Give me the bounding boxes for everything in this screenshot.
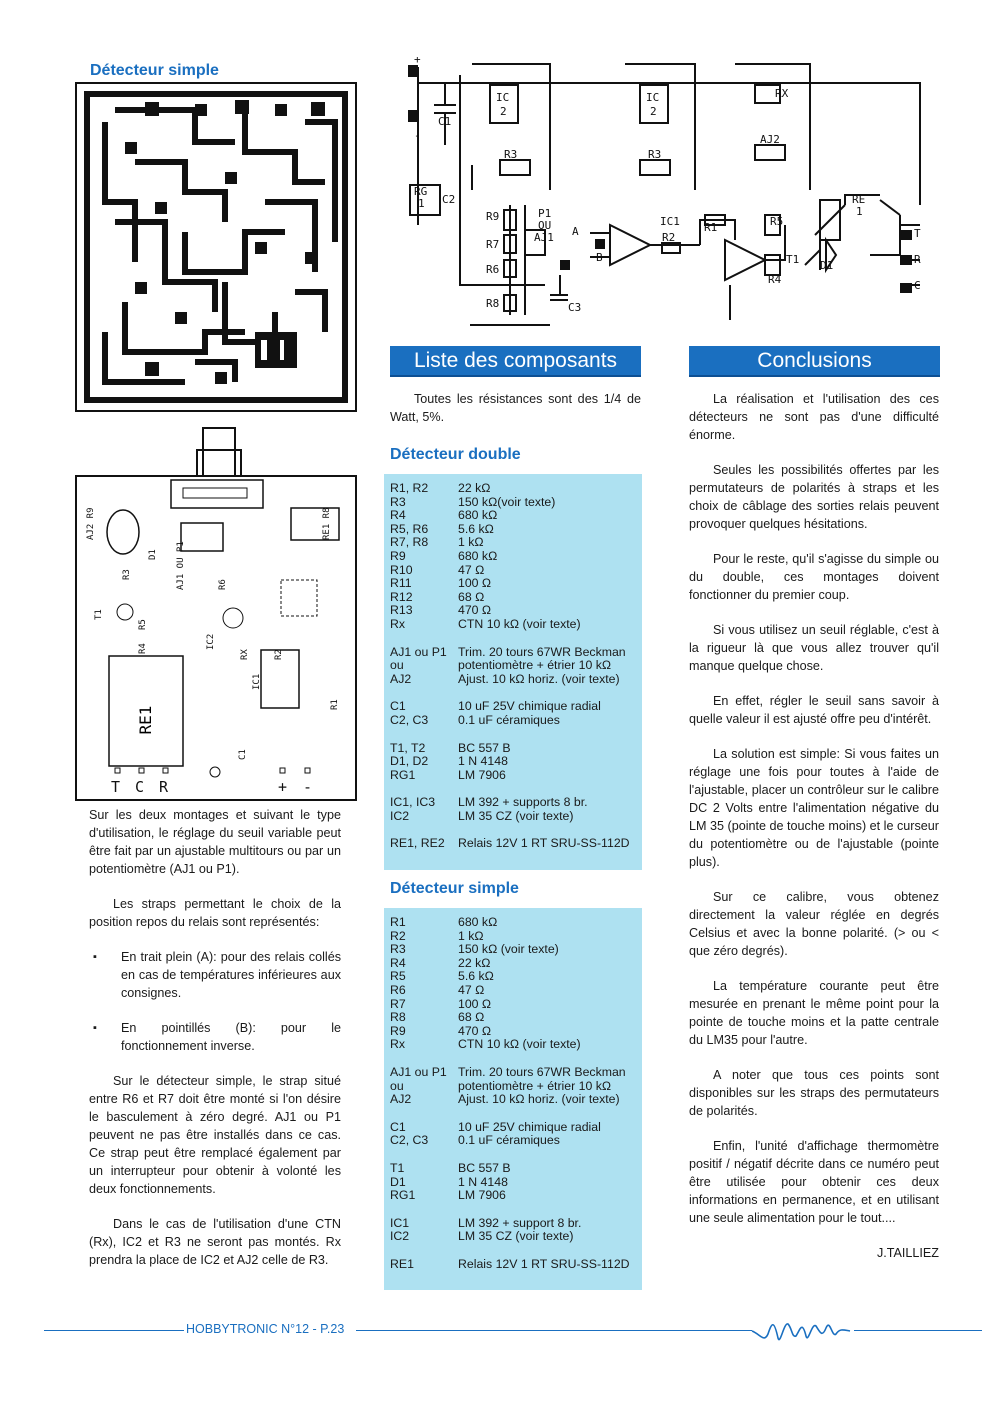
paragraph: Si vous utilisez un seuil réglable, c'est à la rigueur là que vous allez trouver qu'il manque quelque chose.	[689, 623, 939, 673]
relay-label: RE1	[136, 705, 155, 735]
paragraph: Les straps permettant le choix de la position repos du relais sont représentés:	[89, 897, 341, 929]
part-refs: AJ1 ou P1 ou AJ2	[390, 1064, 447, 1107]
double-title: Détecteur double	[390, 446, 521, 463]
paragraph: Seules les possibilités offertes par les permutateurs de polarités à straps et les choix de câblage des sorties relais peuvent provoquer quelques hésitations.	[689, 463, 939, 531]
svg-text:C3: C3	[568, 301, 582, 314]
parts-list-double	[384, 474, 642, 870]
bullet-item: ▪ En trait plein (A): pour des relais collés en cas de températures inférieures aux consignes.	[89, 948, 341, 1002]
svg-text:R1: R1	[704, 221, 718, 234]
part-values: 10 uF 25V chimique radial 0.1 uF céramiques	[458, 699, 601, 727]
part-values: LM 392 + support 8 br. LM 35 CZ (voir texte)	[458, 1215, 582, 1244]
svg-text:P1: P1	[538, 207, 552, 220]
part-values: Relais 12V 1 RT SRU-SS-112D	[458, 836, 630, 851]
paragraph: La réalisation et l'utilisation des ces détecteurs ne sont pas d'une difficulté énorme.	[689, 392, 939, 442]
paragraph: Dans le cas de l'utilisation d'une CTN (Rx), IC2 et R3 ne seront pas montés. Rx prendra la place de IC2 et AJ2 celle de R3.	[89, 1217, 341, 1267]
page-footer	[44, 1316, 984, 1346]
part-refs: R1, R2 R3 R4 R5, R6 R7, R8 R9 R10 R11 R12 R13 Rx	[390, 481, 429, 631]
svg-text:C2: C2	[442, 193, 456, 206]
svg-text:AJ1: AJ1	[534, 231, 554, 244]
part-refs: RE1	[390, 1256, 414, 1271]
svg-text:OU: OU	[538, 219, 552, 232]
svg-text:+: +	[414, 55, 421, 66]
svg-text:R8: R8	[486, 297, 500, 310]
parts-group	[390, 916, 636, 1052]
svg-text:R5: R5	[138, 619, 148, 630]
parts-group	[390, 796, 636, 823]
part-refs: T1, T2 D1, D2 RG1	[390, 740, 429, 782]
svg-text:RE: RE	[852, 193, 866, 206]
svg-text:R4: R4	[768, 273, 782, 286]
svg-text:RE1 R8: RE1 R8	[322, 507, 332, 540]
parts-group	[390, 1258, 636, 1272]
svg-text:T: T	[111, 778, 121, 796]
svg-text:C1: C1	[438, 115, 452, 128]
svg-text:R3: R3	[648, 148, 662, 161]
paragraph: La température courante peut être mesurée en prenant le même point pour la pointe de touche moins et la patte centrale du LM35 pour l'autre.	[689, 979, 939, 1047]
svg-text:RG: RG	[414, 185, 428, 198]
part-refs: C1 C2, C3	[390, 699, 429, 727]
paragraph: La solution est simple: Si vous faites un réglage une fois pour toutes à l'aide de l'ajustable, placer un contrôleur sur le calibre DC 2 Volts entre l'alimentation négative du LM 35 (pointe de touche moins) et le curseur du potentiomètre ou de l'ajustable (pointe plus).	[689, 747, 939, 869]
footer-rule-right	[854, 1330, 982, 1331]
svg-text:R: R	[159, 778, 169, 796]
simple-title: Détecteur simple	[390, 880, 519, 897]
svg-text:R2: R2	[662, 231, 676, 244]
svg-text:AJ2 R9: AJ2 R9	[86, 507, 96, 540]
left-text-column	[89, 806, 341, 1286]
svg-text:A: A	[572, 225, 579, 238]
svg-text:R6: R6	[486, 263, 500, 276]
part-refs: IC1 IC2	[390, 1215, 410, 1244]
paragraph: En effet, régler le seuil sans savoir à quelle valeur il est ajusté offre peu d'intérêt.	[689, 694, 939, 726]
part-refs: T1 D1 RG1	[390, 1160, 416, 1203]
svg-text:AJ1 OU P1: AJ1 OU P1	[176, 541, 186, 590]
svg-text:IC2: IC2	[206, 633, 216, 650]
part-values: Trim. 20 tours 67WR Beckman potentiomètre + étrier 10 kΩ Ajust. 10 kΩ horiz. (voir texte)	[458, 1064, 626, 1107]
svg-text:IC1: IC1	[660, 215, 680, 228]
svg-text:-: -	[303, 778, 313, 796]
paragraph: Sur ce calibre, vous obtenez directement la valeur réglée en degrés Celsius et avec la bonne polarité. (> ou < que zéro degrés).	[689, 890, 939, 958]
waveform-logo-icon	[750, 1316, 854, 1346]
part-refs: IC1, IC3 IC2	[390, 795, 436, 823]
parts-group	[390, 837, 636, 851]
paragraph: A noter que tous ces points sont disponibles sur les straps des permutateurs de polarités.	[689, 1068, 939, 1118]
svg-text:RX: RX	[775, 87, 789, 100]
parts-group	[390, 1162, 636, 1203]
svg-text:R9: R9	[486, 210, 500, 223]
part-values: BC 557 B 1 N 4148 LM 7906	[458, 740, 511, 782]
parts-group	[390, 1121, 636, 1148]
pcb-component-image	[75, 420, 357, 802]
svg-text:B: B	[596, 251, 603, 264]
svg-text:T1: T1	[94, 609, 104, 620]
parts-intro	[390, 390, 641, 443]
part-values: 22 kΩ 150 kΩ(voir texte) 680 kΩ 5.6 kΩ 1 kΩ 680 kΩ 47 Ω 100 Ω 68 Ω 470 Ω CTN 10 kΩ (voir texte)	[458, 481, 581, 631]
svg-text:T: T	[914, 227, 921, 240]
part-values: Trim. 20 tours 67WR Beckman potentiomètre + étrier 10 kΩ Ajust. 10 kΩ horiz. (voir texte)	[458, 644, 626, 686]
svg-text:1: 1	[418, 197, 425, 210]
part-refs: C1 C2, C3	[390, 1119, 429, 1148]
banner-conclusions: Conclusions	[689, 346, 940, 377]
svg-text:IC: IC	[646, 91, 660, 104]
part-values: 10 uF 25V chimique radial 0.1 uF céramiques	[458, 1119, 601, 1148]
bullet-list	[89, 948, 341, 1055]
svg-text:R2: R2	[274, 649, 284, 660]
svg-text:AJ2: AJ2	[760, 133, 780, 146]
parts-group	[390, 1217, 636, 1244]
svg-text:R3: R3	[504, 148, 518, 161]
banner-liste-des-composants: Liste des composants	[390, 346, 641, 377]
part-values: 680 kΩ 1 kΩ 150 kΩ (voir texte) 22 kΩ 5.6 kΩ 47 Ω 100 Ω 68 Ω 470 Ω CTN 10 kΩ (voir texte)	[458, 915, 581, 1052]
parts-group	[390, 1066, 636, 1107]
svg-text:IC1: IC1	[252, 673, 262, 690]
svg-text:2: 2	[500, 105, 507, 118]
parts-group	[390, 482, 636, 632]
pcb-copper-image	[75, 82, 357, 412]
right-text-column	[689, 390, 939, 1262]
svg-text:C: C	[135, 778, 145, 796]
svg-text:R1: R1	[330, 699, 340, 710]
svg-text:R: R	[914, 253, 921, 266]
svg-text:R3: R3	[122, 569, 132, 580]
part-refs: AJ1 ou P1 ou AJ2	[390, 644, 447, 686]
svg-text:R7: R7	[486, 238, 500, 251]
paragraph: Enfin, l'unité d'affichage thermomètre positif / négatif décrite dans ce numéro peut être utilisée pour obtenir ces deux informations en permanence, et en utilisant une seule alimentation pour le tout....	[689, 1139, 939, 1225]
svg-text:R6: R6	[218, 579, 228, 590]
svg-text:R5: R5	[770, 215, 784, 228]
part-refs: R1 R2 R3 R4 R5 R6 R7 R8 R9 Rx	[390, 915, 406, 1052]
svg-text:-: -	[414, 129, 421, 142]
svg-text:2: 2	[650, 105, 657, 118]
svg-text:RX: RX	[240, 649, 250, 660]
svg-text:+: +	[278, 778, 288, 796]
svg-text:D1: D1	[820, 259, 834, 272]
parts-list-simple	[384, 908, 642, 1290]
parts-group	[390, 700, 636, 727]
schematic-image	[400, 55, 940, 335]
paragraph: Sur le détecteur simple, le strap situé entre R6 et R7 doit être monté si l'on désire le basculement à zéro degré. AJ1 ou P1 peuvent ne pas être installés dans ce cas. Ce strap peut être remplacé également par un interrupteur pour obtenir à volonté les deux fonctionnements.	[89, 1074, 341, 1196]
svg-text:IC: IC	[496, 91, 510, 104]
footer-rule-left	[44, 1330, 184, 1331]
paragraph: Sur les deux montages et suivant le type d'utilisation, le réglage du seuil variable peut être fait par un ajustable multitours ou par un potentiomètre (AJ1 ou P1).	[89, 808, 341, 876]
svg-text:1: 1	[856, 205, 863, 218]
svg-text:R4: R4	[138, 643, 148, 654]
svg-text:T1: T1	[786, 253, 800, 266]
paragraph: Pour le reste, qu'il s'agisse du simple ou du double, ces montages doivent fonctionner du premier coup.	[689, 552, 939, 602]
author: J.TAILLIEZ	[876, 1246, 939, 1260]
part-refs: RE1, RE2	[390, 836, 445, 851]
part-values: Relais 12V 1 RT SRU-SS-112D	[458, 1256, 630, 1271]
part-values: BC 557 B 1 N 4148 LM 7906	[458, 1160, 511, 1203]
pcb-title: Détecteur simple	[90, 62, 219, 79]
svg-text:C: C	[914, 279, 921, 292]
footer-text: HOBBYTRONIC N°12 - P.23	[186, 1322, 345, 1336]
parts-group	[390, 742, 636, 783]
bullet-item: ▪ En pointillés (B): pour le fonctionnement inverse.	[89, 1019, 341, 1055]
svg-text:D1: D1	[148, 549, 158, 560]
svg-text:C1: C1	[238, 749, 248, 760]
parts-group	[390, 646, 636, 687]
footer-rule-mid	[356, 1330, 752, 1331]
part-values: LM 392 + supports 8 br. LM 35 CZ (voir texte)	[458, 795, 588, 823]
paragraph: Toutes les résistances sont des 1/4 de Watt, 5%.	[390, 392, 641, 424]
